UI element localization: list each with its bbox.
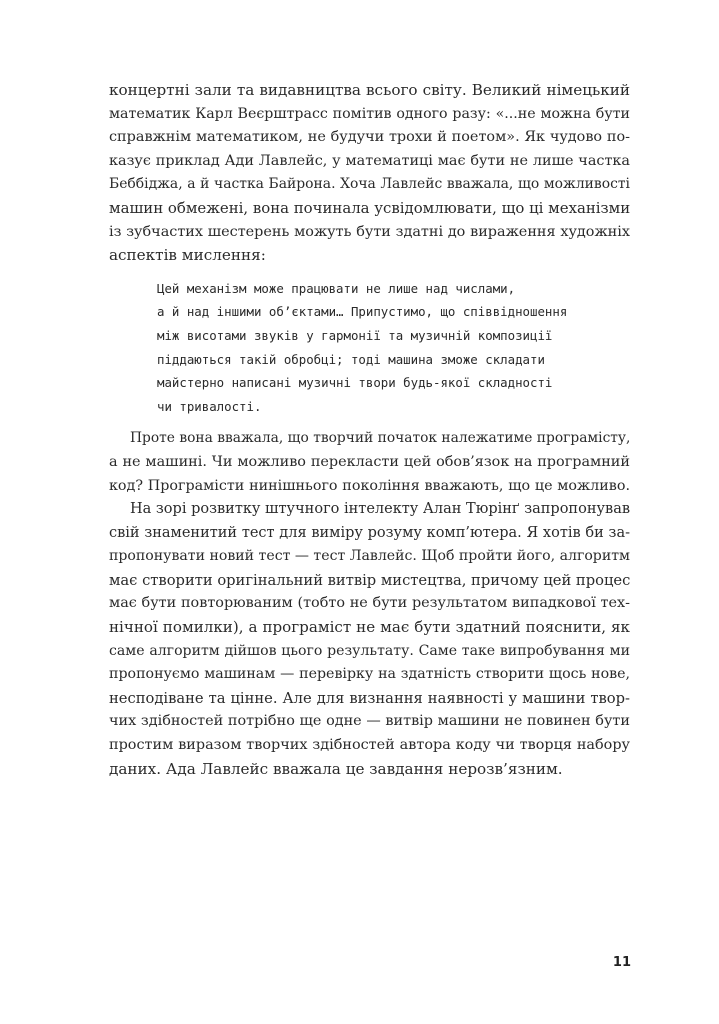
paragraph-1 [109,79,630,268]
page-number: 11 [612,955,631,970]
text-line: Беббіджа, а й частка Байрона. Хоча Лавлейс вважала, що можливості [109,176,630,193]
text-line: свій знаменитий тест для виміру розуму комп’ютера. Я хотів би за- [109,524,630,541]
text-line: машин обмежені, вона починала усвідомлювати, що ці механізми [109,198,631,217]
text-line: простим виразом творчих здібностей автора коду чи творця набору [109,737,630,754]
text-line: казує приклад Ади Лавлейс, у математиці має бути не лише частка [109,152,630,169]
text-line: має бути повторюваним (тобто не бути результатом випадкової тех- [109,595,630,612]
text-line: саме алгоритм дійшов цього результату. Саме таке випробування ми [109,642,630,659]
page-body [109,79,630,781]
quote-line: піддаються такій обробці; тоді машина зможе складати [157,351,545,367]
text-line: справжнім математиком, не будучи трохи й поетом». Як чудово по- [109,129,630,146]
block-quote [109,277,630,419]
text-line: даних. Ада Лавлейс вважала це завдання нерозв’язним. [109,759,563,778]
text-line: аспектів мислення: [109,246,266,265]
paragraph-2 [109,427,630,498]
text-line: Проте вона вважала, що творчий початок належатиме програмісту, [130,430,631,447]
text-line: має створити оригінальний витвір мистецтва, причому цей процес [109,571,631,589]
text-line: із зубчастих шестерень можуть бути здатні до вираження художніх [109,223,630,240]
quote-line: між висотами звуків у гармонії та музичній композиції [157,327,553,343]
text-line: пропонувати новий тест — тест Лавлейс. Щоб пройти його, алгоритм [109,548,630,565]
text-line: пропонуємо машинам — перевірку на здатність створити щось нове, [109,666,630,683]
quote-line: майстерно написані музичні твори будь-якої складності [157,375,553,391]
text-line: чих здібностей потрібно ще одне — витвір машини не повинен бути [109,713,630,730]
text-line: нічної помилки), а програміст не має бути здатний пояснити, як [109,618,630,637]
text-line: а не машині. Чи можливо перекласти цей обов’язок на програмний [109,453,630,470]
quote-line: чи тривалості. [157,398,262,414]
text-line: математик Карл Веєрштрасс помітив одного разу: «...не можна бути [109,105,630,122]
paragraph-3 [109,498,630,781]
text-line: несподіване та цінне. Але для визнання наявності у машини твор- [109,689,630,707]
text-line: концертні зали та видавництва всього світу. Великий німецький [109,81,630,99]
quote-line: а й над іншими об’єктами… Припустимо, що співвідношення [157,304,568,320]
text-line: На зорі розвитку штучного інтелекту Алан Тюрінґ запропонував [130,501,630,518]
text-line: код? Програмісти нинішнього покоління вважають, що це можливо. [109,477,630,494]
quote-line: Цей механізм може працювати не лише над числами, [157,280,516,296]
